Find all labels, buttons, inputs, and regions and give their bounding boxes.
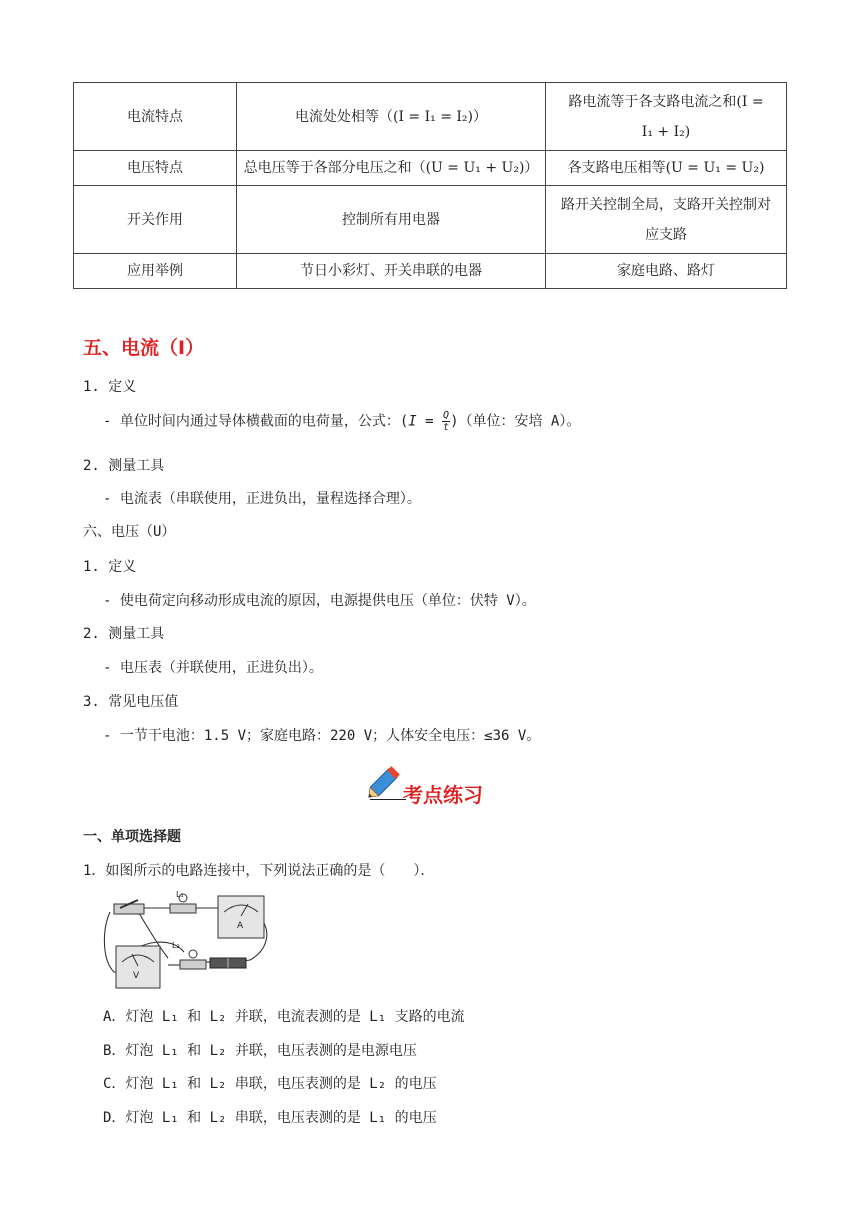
- cell-line: 路电流等于各支路电流之和(I =: [568, 93, 764, 110]
- table-cell-label: 电压特点: [74, 151, 237, 186]
- table-cell-series: 控制所有用电器: [237, 186, 546, 254]
- option-text: 灯泡 L₁ 和 L₂ 并联，电压表测的是电源电压: [125, 1043, 417, 1059]
- ammeter-icon: [218, 896, 264, 938]
- formula-fraction: [442, 410, 450, 433]
- option-c[interactable]: [103, 1073, 437, 1093]
- item-detail: - 电流表（串联使用，正进负出，量程选择合理）。: [103, 491, 421, 507]
- comparison-table: [73, 82, 787, 289]
- fraction-denominator: t: [443, 422, 450, 433]
- exercise-title: 考点练习: [403, 783, 483, 807]
- table-cell-series: 总电压等于各部分电压之和（(U = U₁ + U₂)）: [237, 151, 546, 186]
- label-l2: L₂: [172, 941, 180, 950]
- label-l1: L₁: [176, 890, 184, 899]
- option-b[interactable]: [103, 1040, 417, 1060]
- formula-close: ): [450, 413, 459, 430]
- option-letter: B．: [103, 1043, 126, 1059]
- item-detail: [103, 410, 580, 433]
- option-text: 灯泡 L₁ 和 L₂ 并联，电流表测的是 L₁ 支路的电流: [125, 1009, 465, 1025]
- table-cell-label: 应用举例: [74, 254, 237, 289]
- option-text: 灯泡 L₁ 和 L₂ 串联，电压表测的是 L₁ 的电压: [125, 1110, 437, 1126]
- option-letter: C．: [103, 1076, 126, 1092]
- option-letter: A．: [103, 1009, 126, 1025]
- item-title: 1. 定义: [83, 559, 137, 575]
- pencil-icon: [362, 760, 408, 802]
- section-heading-current: 五、电流（I）: [83, 337, 205, 359]
- table-cell-parallel: [546, 83, 787, 151]
- exercise-banner: [362, 760, 512, 806]
- item-title: 2. 测量工具: [83, 626, 165, 642]
- option-a[interactable]: [103, 1006, 465, 1026]
- voltmeter-icon: [116, 946, 160, 988]
- cell-line: 路开关控制全局，支路开关控制对: [561, 196, 771, 213]
- cell-line: 应支路: [645, 226, 687, 243]
- switch-icon: [114, 900, 144, 914]
- label-voltmeter: V: [133, 971, 140, 981]
- item-detail: - 电压表（并联使用，正进负出）。: [103, 660, 323, 676]
- table-cell-parallel: 各支路电压相等(U = U₁ = U₂): [546, 151, 787, 186]
- item-title: 2. 测量工具: [83, 458, 165, 474]
- section-heading-voltage: 六、电压（U）: [83, 524, 176, 540]
- bulb-l2-icon: [180, 950, 206, 969]
- table-cell-parallel: 家庭电路、路灯: [546, 254, 787, 289]
- label-ammeter: A: [237, 921, 244, 931]
- formula-eq: =: [416, 413, 443, 430]
- option-letter: D．: [103, 1110, 126, 1126]
- option-d[interactable]: [103, 1107, 437, 1127]
- item-title: 1. 定义: [83, 379, 137, 395]
- battery-icon: [210, 958, 246, 968]
- table-row: [74, 254, 787, 289]
- table-row: [74, 151, 787, 186]
- title-underline: [370, 799, 406, 800]
- table-row: [74, 83, 787, 151]
- detail-text: - 单位时间内通过导体横截面的电荷量，公式：: [103, 413, 400, 430]
- table-cell-series: 节日小彩灯、开关串联的电器: [237, 254, 546, 289]
- cell-line: I₁ + I₂): [641, 123, 691, 140]
- item-title: 3. 常见电压值: [83, 694, 179, 710]
- item-detail: - 一节干电池：1.5 V；家庭电路：220 V；人体安全电压：≤36 V。: [103, 728, 541, 744]
- item-detail: - 使电荷定向移动形成电流的原因，电源提供电压（单位：伏特 V）。: [103, 593, 536, 609]
- option-text: 灯泡 L₁ 和 L₂ 串联，电压表测的是 L₂ 的电压: [125, 1076, 437, 1092]
- circuit-diagram: [100, 890, 280, 990]
- table-cell-label: 开关作用: [74, 186, 237, 254]
- fraction-numerator: Q: [443, 410, 450, 421]
- detail-text: （单位：安培 A）。: [458, 413, 581, 430]
- question-section-heading: 一、单项选择题: [83, 829, 181, 845]
- table-cell-label: 电流特点: [74, 83, 237, 151]
- formula-lhs: I: [408, 413, 417, 430]
- table-row: [74, 186, 787, 254]
- table-cell-parallel: [546, 186, 787, 254]
- question-text: 1．如图所示的电路连接中，下列说法正确的是（ ）．: [83, 863, 435, 879]
- table-cell-series: 电流处处相等（(I = I₁ = I₂)）: [237, 83, 546, 151]
- formula-open: (: [399, 413, 409, 430]
